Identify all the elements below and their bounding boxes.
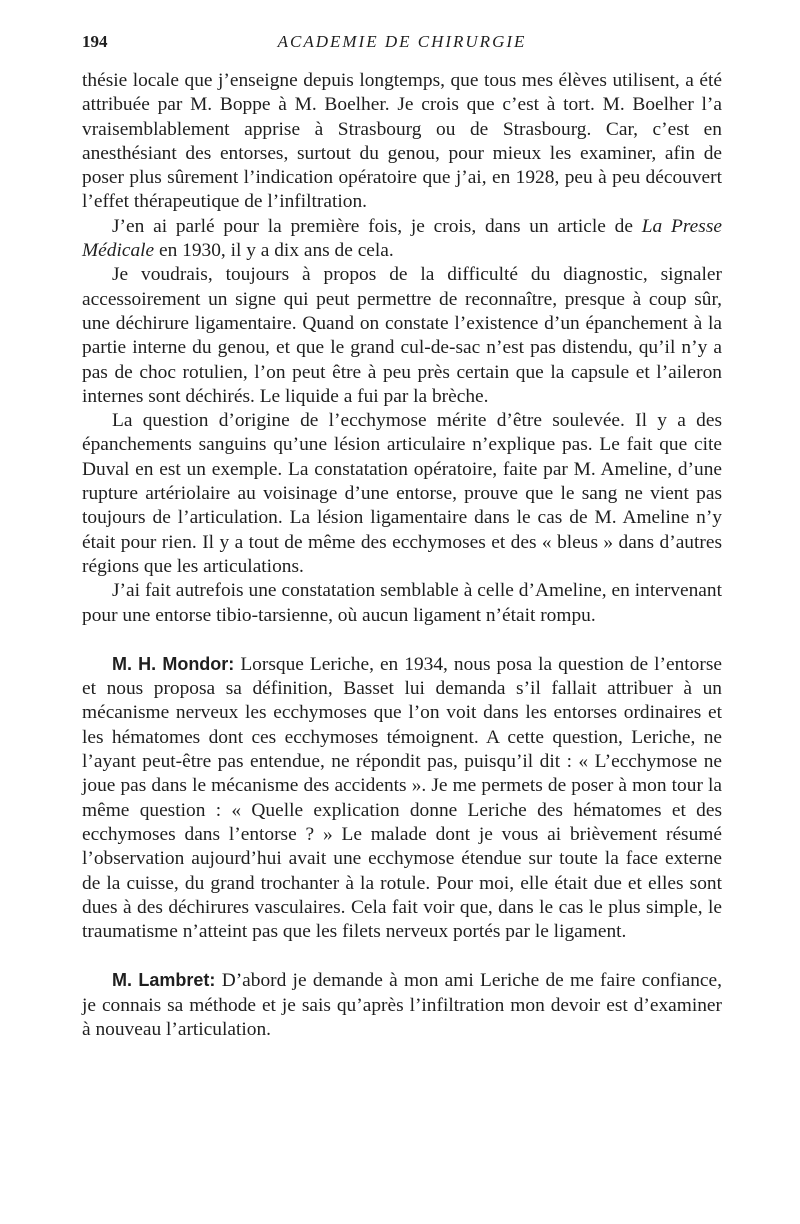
intervention-lambret: [82, 968, 722, 1042]
intervention-mondor: [82, 652, 722, 945]
journal-title: La Presse Médicale: [82, 215, 722, 262]
speaker-name: M. H. Mondor:: [112, 653, 235, 674]
paragraph-diagnostic-sign: Je voudrais, toujours à propos de la difficulté du diagnostic, signaler accessoirement un signe qui peut permettre de reconnaître, presque à coup sûr, une déchirure ligamentaire. Quand on constate l’existence d’un épanchement à la partie interne du genou, et que le grand cul-de-sac n’est pas distendu, qu’il n’y a pas de choc rotulien, l’on peut être à peu près certain que la capsule et l’aileron internes sont déchirés. Le liquide a fui par la brèche.: [82, 264, 722, 407]
intervention-text: Lorsque Leriche, en 1934, nous posa la question de l’entorse et nous proposa sa définition, Basset lui demanda s’il fallait attribuer à un mécanisme nerveux les ecchymoses que l’on voit dans les entorses ordinaires et les hématomes dont ces ecchymoses témoignent. A cette question, Leriche, ne l’ayant peut-être pas entendue, ne répondit pas, puisqu’il dit : « L’ecchymose ne joue pas dans le mécanisme des accidents ». Je me permets de poser à mon tour la même question : « Quelle explication donne Leriche des hématomes et des ecchymoses dans l’entorse ? » Le malade dont je vous ai brièvement résumé l’observation aujourd’hui avait une ecchymose étendue sur toute la face externe de la cuisse, du grand trochanter à la rotule. Pour moi, elle était due et elles sont dues à des déchirures vasculaires. Cela fait voir que, dans le cas le plus simple, le traumatisme n’atteint pas que les filets nerveux portés par le ligament.: [82, 653, 722, 943]
paragraph-continuation: thésie locale que j’enseigne depuis longtemps, que tous mes élèves utilisent, a été attribuée par M. Boppe à M. Boelher. Je crois que c’est à tort. M. Boelher l’a vraisemblablement apprise à Strasbourg ou de Strasbourg. Car, c’est en anesthésiant des entorses, surtout du genou, pour mieux les examiner, afin de poser plus sûrement l’indication opératoire que j’ai, en 1928, peu à peu découvert l’effet thérapeutique de l’infiltration.: [82, 70, 722, 213]
page-number: 194: [82, 32, 108, 51]
paragraph-ameline: J’ai fait autrefois une constatation semblable à celle d’Ameline, en intervenant pour une entorse tibio-tarsienne, où aucun ligament n’était rompu.: [82, 580, 722, 626]
speaker-name: M. Lambret:: [112, 970, 216, 991]
paragraph-ecchymose: La question d’origine de l’ecchymose mérite d’être soulevée. Il y a des épanchements sanguins qu’une lésion articulaire n’explique pas. Le fait que cite Duval en est un exemple. La constatation opératoire, faite par M. Ameline, d’une rupture artériolaire au voisinage d’une entorse, prouve que le sang ne vient pas toujours de l’articulation. La lésion ligamentaire dans le cas de M. Ameline n’y était pour rien. Il y a tout de même des ecchymoses et des « bleus » dans d’autres régions que les articulations.: [82, 410, 722, 577]
intervention-text: D’abord je demande à mon ami Leriche de me faire confiance, je connais sa méthode et je sais qu’après l’infiltration mon devoir est d’examiner à nouveau l’articulation.: [82, 970, 722, 1040]
paragraph-text-before: J’en ai parlé pour la première fois, je crois, dans un article de: [112, 215, 642, 237]
body-text: [82, 69, 722, 1042]
paragraph-text-after: en 1930, il y a dix ans de cela.: [154, 240, 394, 262]
page-header: [82, 32, 722, 56]
running-title: ACADEMIE DE CHIRURGIE: [277, 32, 527, 51]
paragraph-presse-medicale: [82, 215, 722, 264]
